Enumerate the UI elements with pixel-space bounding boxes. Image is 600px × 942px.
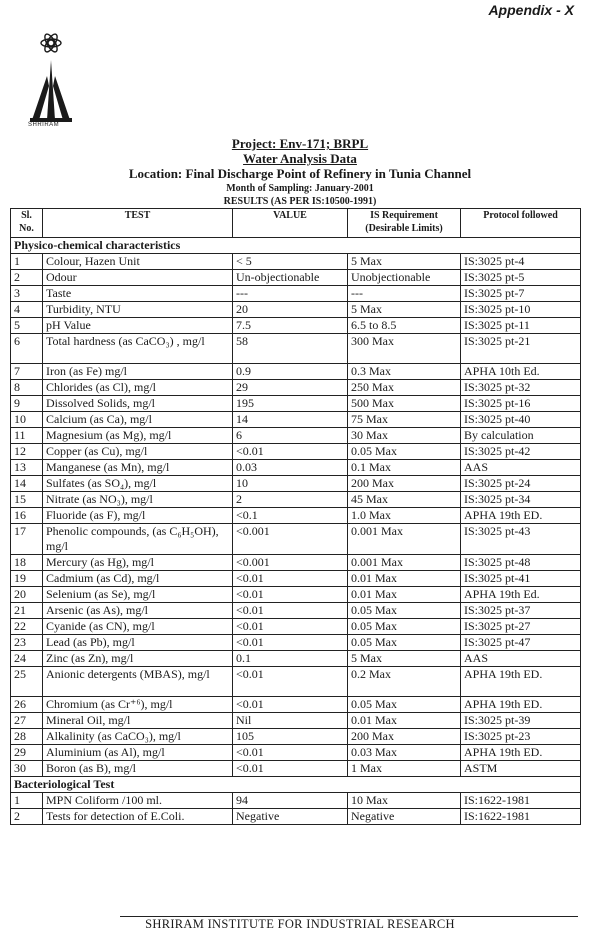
cell-value: <0.01: [233, 619, 348, 635]
cell-sl: 6: [11, 334, 43, 364]
table-row: [11, 286, 581, 302]
cell-requirement: 0.01 Max: [348, 713, 461, 729]
cell-requirement: Negative: [348, 809, 461, 825]
cell-value: <0.01: [233, 587, 348, 603]
cell-test: Chromium (as Cr⁺⁶), mg/l: [43, 697, 233, 713]
cell-test: Anionic detergents (MBAS), mg/l: [43, 667, 233, 697]
cell-test: Manganese (as Mn), mg/l: [43, 460, 233, 476]
cell-sl: 14: [11, 476, 43, 492]
col-header-protocol: Protocol followed: [461, 209, 581, 238]
table-row: [11, 334, 581, 364]
cell-sl: 3: [11, 286, 43, 302]
cell-value: <0.01: [233, 444, 348, 460]
cell-test: Chlorides (as Cl), mg/l: [43, 380, 233, 396]
table-row: [11, 793, 581, 809]
cell-protocol: IS:1622-1981: [461, 793, 581, 809]
cell-test: Turbidity, NTU: [43, 302, 233, 318]
cell-requirement: 0.001 Max: [348, 555, 461, 571]
cell-sl: 10: [11, 412, 43, 428]
table-row: [11, 809, 581, 825]
cell-value: <0.01: [233, 745, 348, 761]
table-row: [11, 761, 581, 777]
cell-protocol: IS:3025 pt-43: [461, 524, 581, 555]
cell-value: 7.5: [233, 318, 348, 334]
cell-value: <0.001: [233, 555, 348, 571]
cell-requirement: 5 Max: [348, 302, 461, 318]
table-row: [11, 524, 581, 555]
cell-sl: 30: [11, 761, 43, 777]
institute-footer: SHRIRAM INSTITUTE FOR INDUSTRIAL RESEARCH: [145, 917, 455, 931]
table-row: [11, 555, 581, 571]
cell-protocol: IS:3025 pt-41: [461, 571, 581, 587]
table-row: [11, 492, 581, 508]
cell-requirement: Unobjectionable: [348, 270, 461, 286]
cell-requirement: 0.05 Max: [348, 697, 461, 713]
cell-requirement: 250 Max: [348, 380, 461, 396]
cell-protocol: IS:3025 pt-5: [461, 270, 581, 286]
cell-value: <0.01: [233, 667, 348, 697]
cell-value: 0.9: [233, 364, 348, 380]
logo-text: SHRIRAM: [28, 122, 60, 128]
cell-test: Fluoride (as F), mg/l: [43, 508, 233, 524]
cell-protocol: IS:1622-1981: [461, 809, 581, 825]
cell-sl: 28: [11, 729, 43, 745]
cell-value: <0.001: [233, 524, 348, 555]
report-subtitle: Water Analysis Data: [243, 151, 357, 166]
table-row: [11, 571, 581, 587]
table-row: [11, 635, 581, 651]
table-row: [11, 603, 581, 619]
cell-test: Iron (as Fe) mg/l: [43, 364, 233, 380]
cell-value: 58: [233, 334, 348, 364]
cell-protocol: IS:3025 pt-16: [461, 396, 581, 412]
cell-protocol: IS:3025 pt-42: [461, 444, 581, 460]
cell-protocol: IS:3025 pt-40: [461, 412, 581, 428]
cell-protocol: IS:3025 pt-34: [461, 492, 581, 508]
cell-protocol: IS:3025 pt-24: [461, 476, 581, 492]
cell-protocol: By calculation: [461, 428, 581, 444]
cell-test: Cyanide (as CN), mg/l: [43, 619, 233, 635]
results-standard: RESULTS (AS PER IS:10500-1991): [223, 196, 377, 207]
cell-value: <0.1: [233, 508, 348, 524]
cell-sl: 25: [11, 667, 43, 697]
cell-protocol: IS:3025 pt-32: [461, 380, 581, 396]
cell-test: Mineral Oil, mg/l: [43, 713, 233, 729]
cell-value: 6: [233, 428, 348, 444]
cell-value: 105: [233, 729, 348, 745]
cell-requirement: 75 Max: [348, 412, 461, 428]
cell-requirement: 0.05 Max: [348, 619, 461, 635]
cell-sl: 13: [11, 460, 43, 476]
cell-requirement: 0.03 Max: [348, 745, 461, 761]
cell-requirement: 0.01 Max: [348, 587, 461, 603]
cell-requirement: 0.3 Max: [348, 364, 461, 380]
cell-protocol: IS:3025 pt-47: [461, 635, 581, 651]
cell-value: 14: [233, 412, 348, 428]
cell-test: Magnesium (as Mg), mg/l: [43, 428, 233, 444]
cell-sl: 19: [11, 571, 43, 587]
cell-sl: 16: [11, 508, 43, 524]
cell-test: MPN Coliform /100 ml.: [43, 793, 233, 809]
cell-test: pH Value: [43, 318, 233, 334]
table-row: [11, 476, 581, 492]
cell-value: 195: [233, 396, 348, 412]
section-header-row: [11, 238, 581, 254]
cell-protocol: IS:3025 pt-21: [461, 334, 581, 364]
cell-requirement: 0.05 Max: [348, 444, 461, 460]
cell-value: <0.01: [233, 603, 348, 619]
cell-value: 2: [233, 492, 348, 508]
table-row: [11, 396, 581, 412]
cell-test: Dissolved Solids, mg/l: [43, 396, 233, 412]
cell-protocol: APHA 10th Ed.: [461, 364, 581, 380]
cell-requirement: 1 Max: [348, 761, 461, 777]
sampling-month: Month of Sampling: January-2001: [226, 183, 374, 194]
cell-protocol: IS:3025 pt-11: [461, 318, 581, 334]
cell-requirement: 200 Max: [348, 476, 461, 492]
cell-test: Odour: [43, 270, 233, 286]
cell-protocol: AAS: [461, 460, 581, 476]
cell-protocol: IS:3025 pt-7: [461, 286, 581, 302]
cell-requirement: 300 Max: [348, 334, 461, 364]
cell-sl: 22: [11, 619, 43, 635]
cell-value: 0.03: [233, 460, 348, 476]
cell-test: Colour, Hazen Unit: [43, 254, 233, 270]
cell-sl: 2: [11, 270, 43, 286]
cell-value: 94: [233, 793, 348, 809]
cell-value: ---: [233, 286, 348, 302]
cell-sl: 2: [11, 809, 43, 825]
cell-sl: 12: [11, 444, 43, 460]
cell-requirement: 0.05 Max: [348, 635, 461, 651]
table-row: [11, 412, 581, 428]
cell-sl: 17: [11, 524, 43, 555]
cell-sl: 7: [11, 364, 43, 380]
cell-value: 29: [233, 380, 348, 396]
cell-test: Cadmium (as Cd), mg/l: [43, 571, 233, 587]
col-header-test: TEST: [43, 209, 233, 238]
project-title: Project: Env-171; BRPL: [231, 136, 369, 151]
cell-protocol: APHA 19th ED.: [461, 745, 581, 761]
cell-sl: 8: [11, 380, 43, 396]
cell-protocol: APHA 19th ED.: [461, 508, 581, 524]
cell-requirement: 5 Max: [348, 254, 461, 270]
section-header-row: [11, 777, 581, 793]
table-row: [11, 729, 581, 745]
cell-value: 20: [233, 302, 348, 318]
cell-protocol: APHA 19th ED.: [461, 667, 581, 697]
cell-test: Zinc (as Zn), mg/l: [43, 651, 233, 667]
cell-value: < 5: [233, 254, 348, 270]
location-line: Location: Final Discharge Point of Refinery in Tunia Channel: [128, 166, 472, 181]
cell-requirement: 6.5 to 8.5: [348, 318, 461, 334]
cell-value: Nil: [233, 713, 348, 729]
cell-sl: 5: [11, 318, 43, 334]
cell-protocol: IS:3025 pt-37: [461, 603, 581, 619]
cell-sl: 4: [11, 302, 43, 318]
cell-test: Tests for detection of E.Coli.: [43, 809, 233, 825]
cell-requirement: 500 Max: [348, 396, 461, 412]
table-row: [11, 270, 581, 286]
col-header-sl: Sl. No.: [11, 209, 43, 238]
cell-requirement: 0.1 Max: [348, 460, 461, 476]
cell-protocol: APHA 19th ED.: [461, 697, 581, 713]
cell-test: Phenolic compounds, (as C₆H₅OH), mg/l: [43, 524, 233, 555]
table-row: [11, 745, 581, 761]
table-row: [11, 428, 581, 444]
cell-protocol: IS:3025 pt-23: [461, 729, 581, 745]
cell-test: Mercury (as Hg), mg/l: [43, 555, 233, 571]
cell-value: <0.01: [233, 697, 348, 713]
cell-requirement: 30 Max: [348, 428, 461, 444]
appendix-label: Appendix - X: [488, 2, 574, 18]
section-title: Physico-chemical characteristics: [11, 238, 581, 254]
cell-protocol: IS:3025 pt-48: [461, 555, 581, 571]
cell-sl: 1: [11, 254, 43, 270]
cell-requirement: 5 Max: [348, 651, 461, 667]
cell-test: Alkalinity (as CaCO₃), mg/l: [43, 729, 233, 745]
cell-requirement: 45 Max: [348, 492, 461, 508]
cell-requirement: 10 Max: [348, 793, 461, 809]
cell-protocol: AAS: [461, 651, 581, 667]
cell-value: <0.01: [233, 635, 348, 651]
cell-sl: 21: [11, 603, 43, 619]
cell-test: Total hardness (as CaCO₃) , mg/l: [43, 334, 233, 364]
cell-value: <0.01: [233, 761, 348, 777]
cell-requirement: 0.001 Max: [348, 524, 461, 555]
table-row: [11, 254, 581, 270]
cell-value: <0.01: [233, 571, 348, 587]
cell-requirement: ---: [348, 286, 461, 302]
cell-sl: 11: [11, 428, 43, 444]
table-body: [11, 238, 581, 825]
cell-value: Negative: [233, 809, 348, 825]
cell-requirement: 1.0 Max: [348, 508, 461, 524]
cell-sl: 23: [11, 635, 43, 651]
table-header-row: [11, 209, 581, 238]
water-analysis-table: [10, 208, 581, 825]
cell-sl: 26: [11, 697, 43, 713]
table-row: [11, 619, 581, 635]
table-row: [11, 508, 581, 524]
cell-requirement: 0.05 Max: [348, 603, 461, 619]
cell-value: Un-objectionable: [233, 270, 348, 286]
cell-requirement: 0.2 Max: [348, 667, 461, 697]
cell-protocol: IS:3025 pt-10: [461, 302, 581, 318]
cell-requirement: 0.01 Max: [348, 571, 461, 587]
cell-test: Sulfates (as SO₄), mg/l: [43, 476, 233, 492]
cell-sl: 24: [11, 651, 43, 667]
cell-test: Selenium (as Se), mg/l: [43, 587, 233, 603]
cell-test: Copper (as Cu), mg/l: [43, 444, 233, 460]
table-row: [11, 460, 581, 476]
cell-test: Calcium (as Ca), mg/l: [43, 412, 233, 428]
cell-test: Taste: [43, 286, 233, 302]
cell-test: Arsenic (as As), mg/l: [43, 603, 233, 619]
cell-sl: 18: [11, 555, 43, 571]
table-row: [11, 318, 581, 334]
cell-requirement: 200 Max: [348, 729, 461, 745]
col-header-value: VALUE: [233, 209, 348, 238]
cell-test: Aluminium (as Al), mg/l: [43, 745, 233, 761]
cell-test: Nitrate (as NO₃), mg/l: [43, 492, 233, 508]
table-row: [11, 444, 581, 460]
table-row: [11, 380, 581, 396]
cell-sl: 1: [11, 793, 43, 809]
table-row: [11, 697, 581, 713]
table-row: [11, 364, 581, 380]
cell-sl: 20: [11, 587, 43, 603]
table-row: [11, 713, 581, 729]
table-row: [11, 587, 581, 603]
cell-value: 0.1: [233, 651, 348, 667]
cell-sl: 29: [11, 745, 43, 761]
cell-sl: 15: [11, 492, 43, 508]
shriram-logo: [28, 30, 74, 130]
table-row: [11, 302, 581, 318]
col-header-requirement: IS Requirement (Desirable Limits): [348, 209, 461, 238]
cell-protocol: APHA 19th Ed.: [461, 587, 581, 603]
cell-protocol: IS:3025 pt-4: [461, 254, 581, 270]
cell-protocol: IS:3025 pt-39: [461, 713, 581, 729]
cell-test: Boron (as B), mg/l: [43, 761, 233, 777]
cell-sl: 27: [11, 713, 43, 729]
cell-sl: 9: [11, 396, 43, 412]
cell-test: Lead (as Pb), mg/l: [43, 635, 233, 651]
table-row: [11, 651, 581, 667]
section-title: Bacteriological Test: [11, 777, 581, 793]
cell-value: 10: [233, 476, 348, 492]
cell-protocol: IS:3025 pt-27: [461, 619, 581, 635]
table-row: [11, 667, 581, 697]
cell-protocol: ASTM: [461, 761, 581, 777]
